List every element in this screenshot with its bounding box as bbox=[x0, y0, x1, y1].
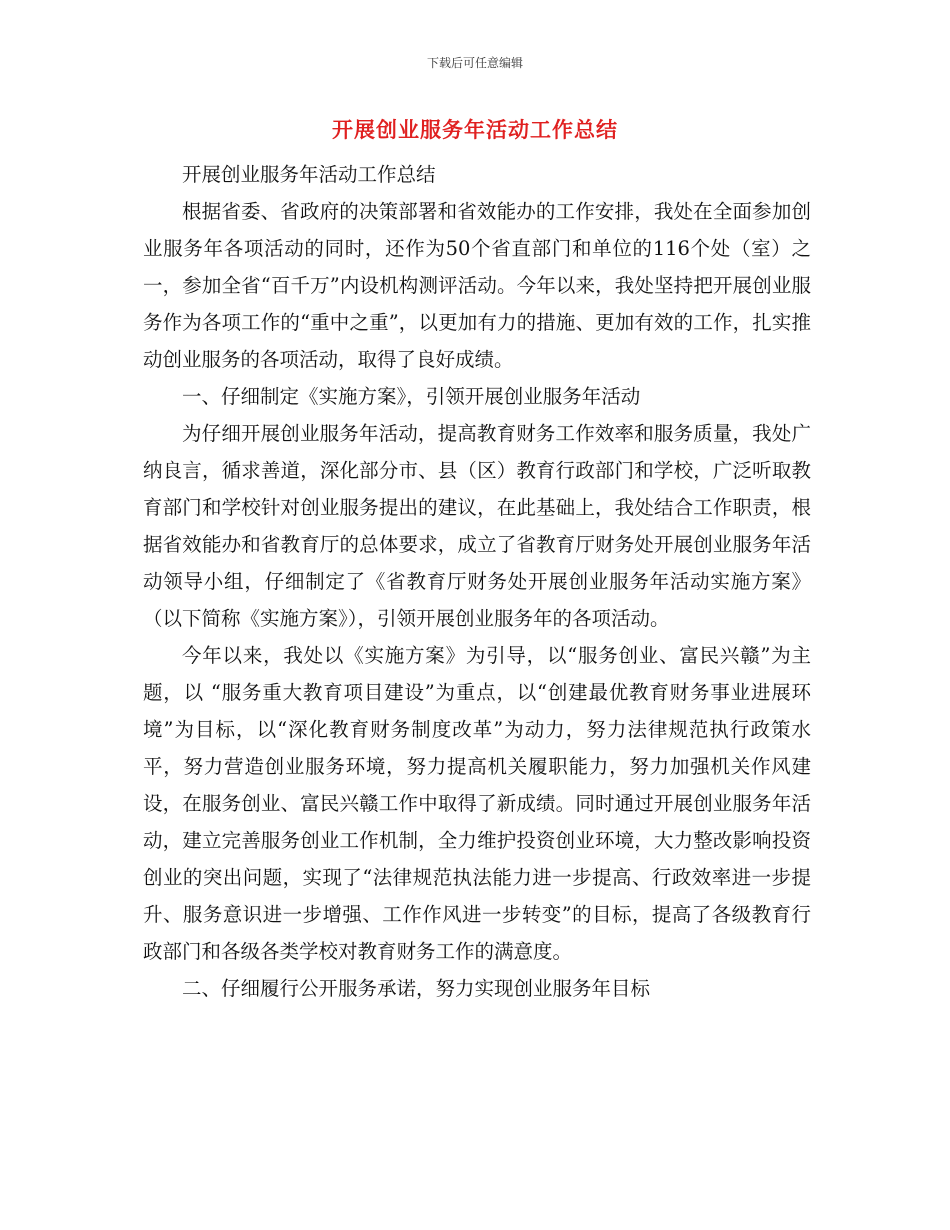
paragraph-subtitle: 开展创业服务年活动工作总结 bbox=[182, 163, 436, 186]
header-note: 下载后可任意编辑 bbox=[426, 56, 523, 70]
section-heading-1: 一、仔细制定《实施方案》，引领开展创业服务年活动 bbox=[182, 385, 641, 408]
paragraph-section-1-a: 为仔细开展创业服务年活动，提高教育财务工作效率和服务质量，我处广纳良言，循求善道，深化部分市、县（区）教育行政部门和学校，广泛听取教育部门和学校针对创业服务提出的建议，在此基础上，我处结合工作职责，根据省效能办和省教育厅的总体要求，成立了省教育厅财务处开展创业服务年活动领导小组，仔细制定了《省教育厅财务处开展创业服务年活动实施方案》（以下简称《实施方案》），引领开展创业服务年的各项活动。 bbox=[143, 422, 811, 630]
paragraph-intro: 根据省委、省政府的决策部署和省效能办的工作安排，我处在全面参加创业服务年各项活动的同时，还作为50个省直部门和单位的116个处（室）之一，参加全省“百千万”内设机构测评活动。今年以来，我处坚持把开展创业服务作为各项工作的“重中之重”，以更加有力的措施、更加有效的工作，扎实推动创业服务的各项活动，取得了良好成绩。 bbox=[143, 200, 811, 371]
paragraph-section-1-b: 今年以来，我处以《实施方案》为引导，以“服务创业、富民兴赣”为主题，以 “服务重大教育项目建设”为重点，以“创建最优教育财务事业进展环境”为目标，以“深化教育财务制度改革”为动力，努力法律规范执行政策水平，努力营造创业服务环境，努力提高机关履职能力，努力加强机关作风建设，在服务创业、富民兴赣工作中取得了新成绩。同时通过开展创业服务年活动，建立完善服务创业工作机制，全力维护投资创业环境，大力整改影响投资创业的突出问题，实现了“法律规范执法能力进一步提高、行政效率进一步提升、服务意识进一步增强、工作作风进一步转变”的目标，提高了各级教育行政部门和各级各类学校对教育财务工作的满意度。 bbox=[143, 644, 811, 963]
document-body bbox=[143, 156, 811, 1007]
section-heading-2: 二、仔细履行公开服务承诺，努力实现创业服务年目标 bbox=[182, 977, 651, 1000]
document-title: 开展创业服务年活动工作总结 bbox=[332, 118, 618, 142]
